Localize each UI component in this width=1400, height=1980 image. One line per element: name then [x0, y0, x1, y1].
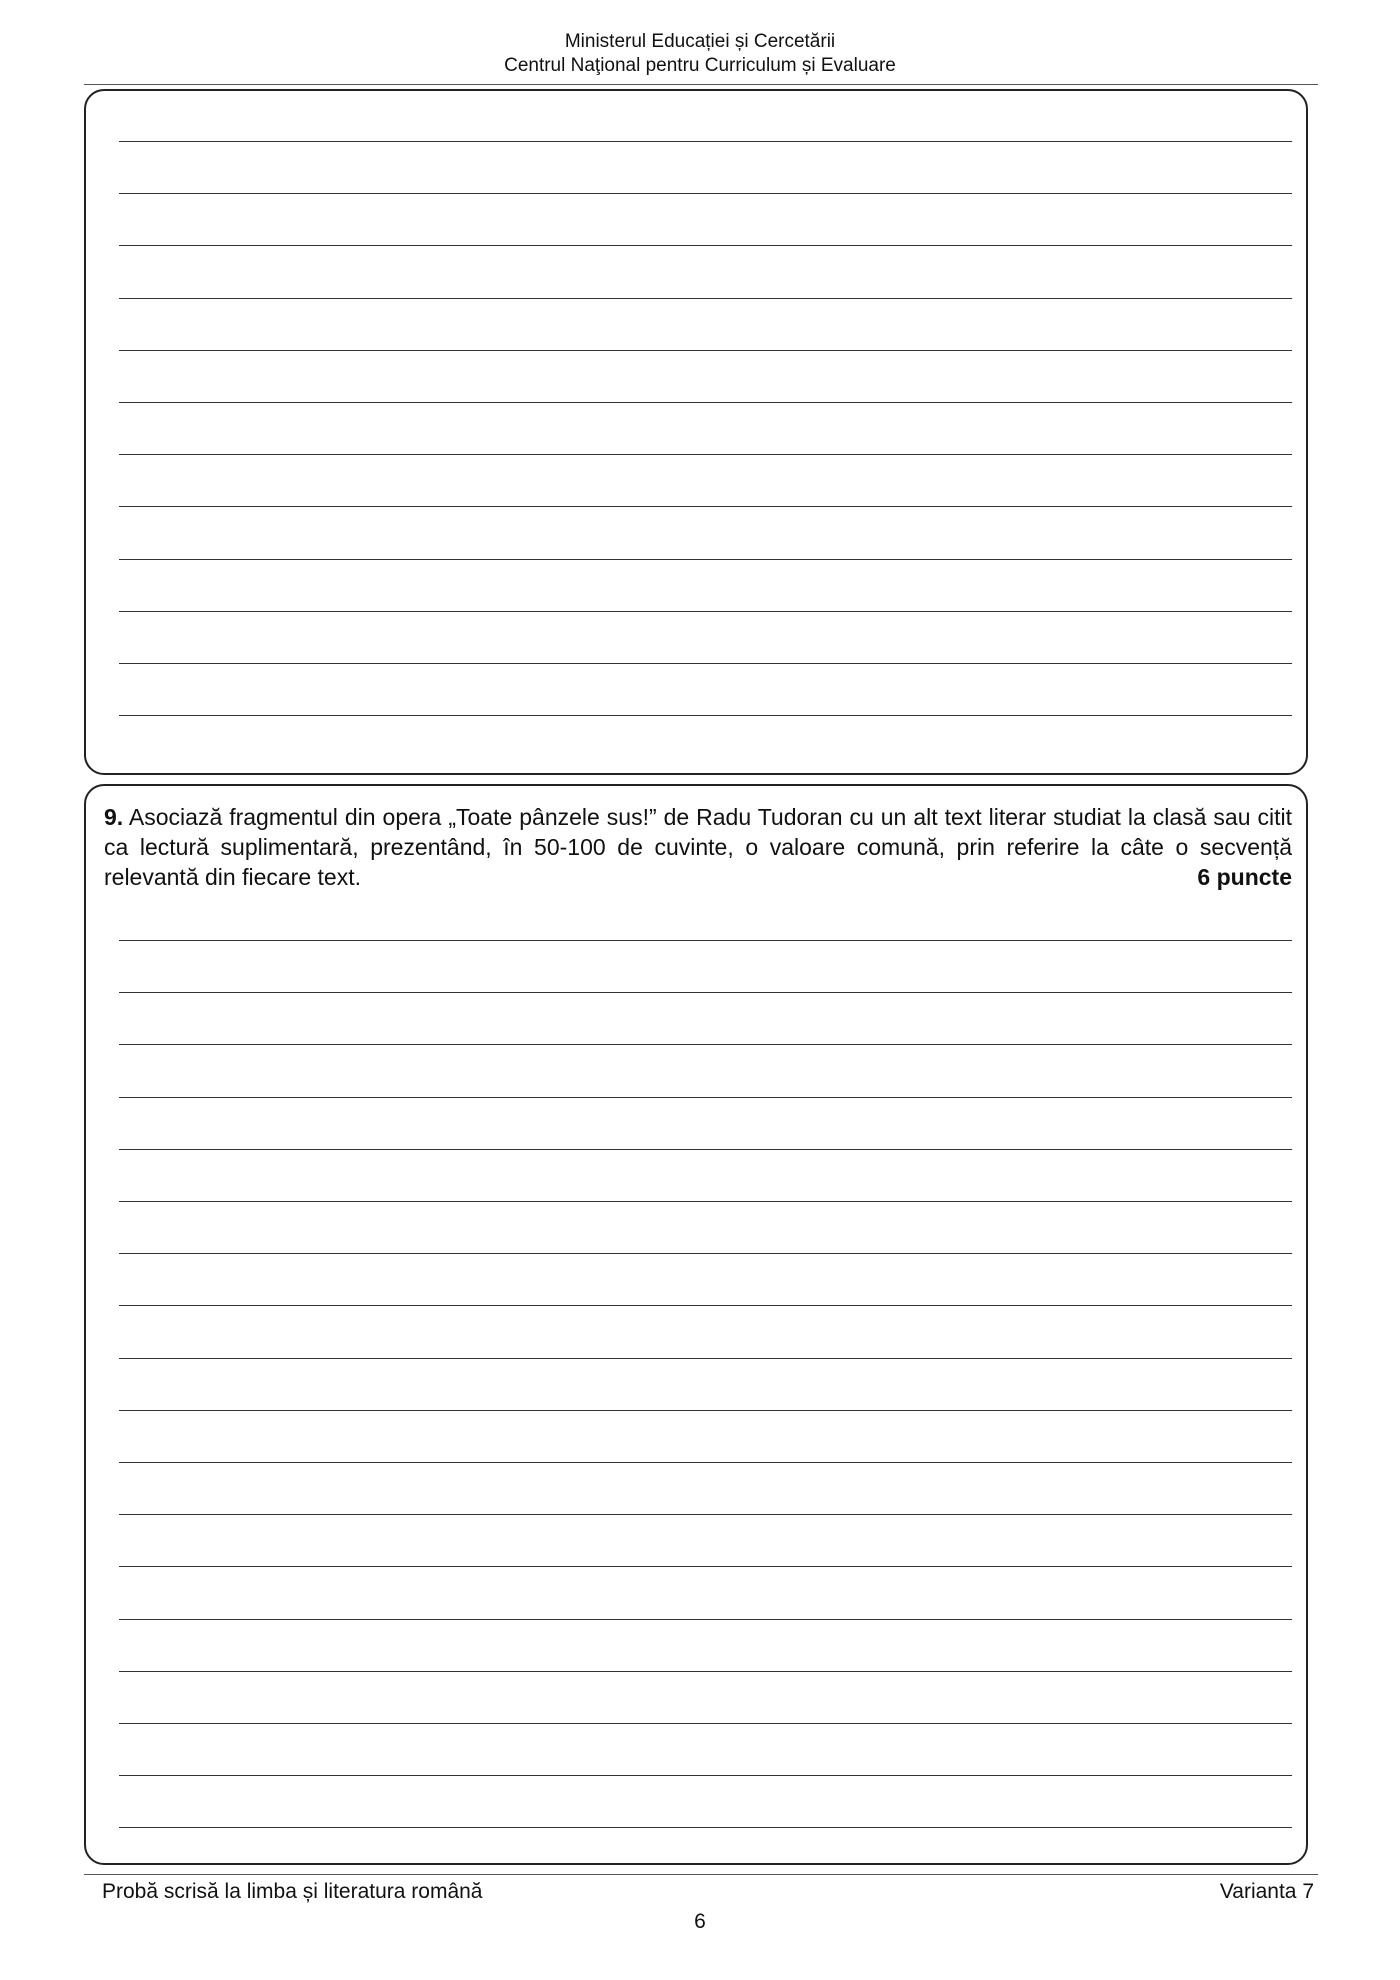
writing-line[interactable]: [119, 1514, 1292, 1515]
writing-line[interactable]: [119, 1097, 1292, 1098]
writing-line[interactable]: [119, 1149, 1292, 1150]
answer-box-previous-question[interactable]: [84, 89, 1308, 775]
center-name: Centrul Naţional pentru Curriculum și Evaluare: [504, 55, 896, 76]
writing-line[interactable]: [119, 1044, 1292, 1045]
writing-line[interactable]: [119, 1253, 1292, 1254]
footer-divider: [84, 1874, 1318, 1875]
writing-line[interactable]: [119, 992, 1292, 993]
writing-line[interactable]: [119, 1619, 1292, 1620]
writing-line[interactable]: [119, 245, 1292, 246]
writing-line[interactable]: [119, 1775, 1292, 1776]
question-number: 9.: [104, 804, 124, 830]
question-points: 6 puncte: [1197, 864, 1292, 890]
writing-line[interactable]: [119, 1671, 1292, 1672]
writing-line[interactable]: [119, 611, 1292, 612]
writing-line[interactable]: [119, 454, 1292, 455]
writing-line[interactable]: [119, 402, 1292, 403]
writing-line[interactable]: [119, 1462, 1292, 1463]
question-9-prompt: [104, 802, 1292, 892]
writing-line[interactable]: [119, 1566, 1292, 1567]
writing-line[interactable]: [119, 715, 1292, 716]
writing-line[interactable]: [119, 1201, 1292, 1202]
writing-line[interactable]: [119, 1827, 1292, 1828]
document-header: [0, 30, 1400, 78]
ministry-name: Ministerul Educației și Cercetării: [564, 31, 836, 52]
variant-label: Varianta 7: [1219, 1880, 1314, 1903]
writing-line[interactable]: [119, 193, 1292, 194]
writing-line[interactable]: [119, 506, 1292, 507]
writing-line[interactable]: [119, 559, 1292, 560]
writing-line[interactable]: [119, 1723, 1292, 1724]
writing-line[interactable]: [119, 350, 1292, 351]
writing-line[interactable]: [119, 141, 1292, 142]
question-9-box[interactable]: [84, 784, 1308, 1865]
exam-title: Probă scrisă la limba și literatura română: [102, 1880, 483, 1903]
writing-line[interactable]: [119, 1305, 1292, 1306]
writing-line[interactable]: [119, 1358, 1292, 1359]
question-text: Asociază fragmentul din opera „Toate pânzele sus!” de Radu Tudoran cu un alt text literar studiat la clasă sau citit ca lectură suplimentară, prezentând, în 50-100 de cuvinte, o valoare comună, prin referire la câte o secvență relevantă din fiecare text.: [104, 804, 1292, 890]
writing-line[interactable]: [119, 940, 1292, 941]
writing-line[interactable]: [119, 1410, 1292, 1411]
writing-line[interactable]: [119, 298, 1292, 299]
page-number: 6: [694, 1910, 706, 1933]
header-divider: [84, 84, 1318, 85]
writing-line[interactable]: [119, 663, 1292, 664]
